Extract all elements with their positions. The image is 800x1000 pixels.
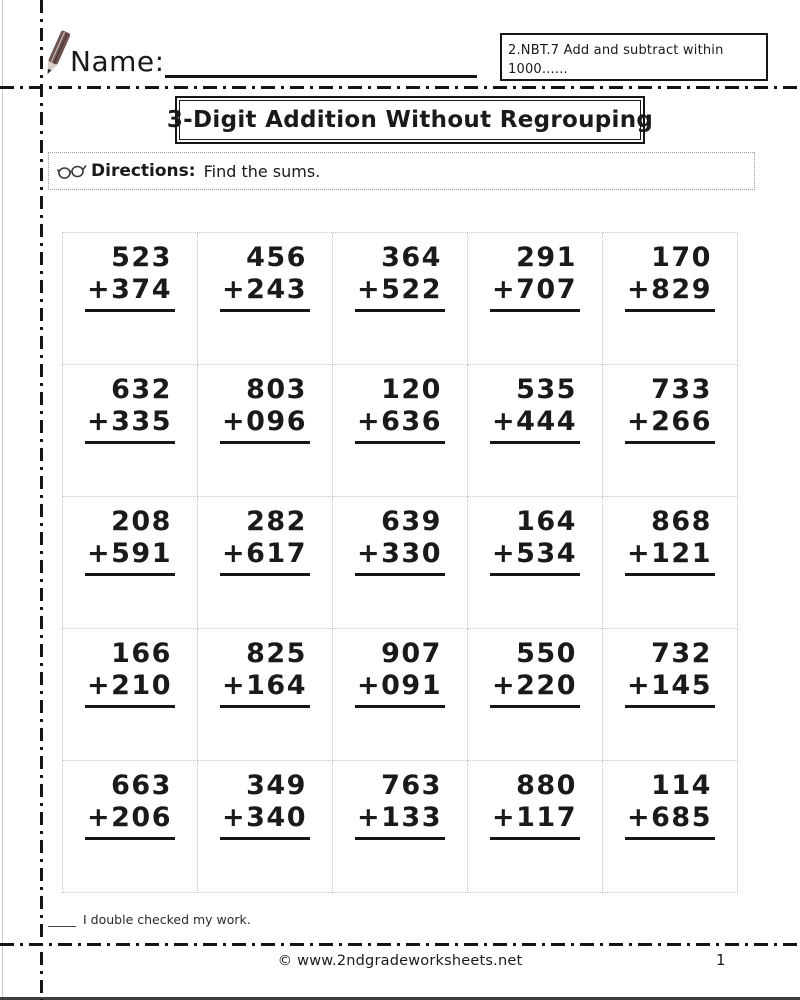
addend-top: 208 (111, 506, 172, 537)
addend-top: 732 (651, 638, 712, 669)
name-label: Name: (70, 45, 165, 78)
addend-bottom: +164 (220, 670, 310, 708)
addend-bottom: +117 (490, 802, 580, 840)
addend-top: 868 (651, 506, 712, 537)
addend-top: 763 (381, 770, 442, 801)
addend-top: 523 (111, 242, 172, 273)
addition-problem (603, 497, 738, 629)
addend-bottom: +444 (490, 406, 580, 444)
name-blank-line (165, 45, 477, 78)
check-text: I double checked my work. (83, 912, 251, 927)
left-dashdot-line (40, 0, 43, 1000)
addend-bottom: +206 (85, 802, 175, 840)
addend-top: 120 (381, 374, 442, 405)
directions-text: Find the sums. (203, 161, 321, 181)
directions-label: Directions: (91, 161, 196, 181)
addition-problem (198, 233, 333, 365)
addend-bottom: +534 (490, 538, 580, 576)
addend-top: 880 (516, 770, 577, 801)
addend-bottom: +617 (220, 538, 310, 576)
name-row (44, 28, 477, 78)
addition-problem (63, 497, 198, 629)
site-credit: © www.2ndgradeworksheets.net (277, 953, 523, 969)
page-title: 3-Digit Addition Without Regrouping (166, 107, 654, 133)
addend-bottom: +340 (220, 802, 310, 840)
addend-bottom: +522 (355, 274, 445, 312)
bottom-dashdot-line (0, 943, 800, 946)
addition-problem (63, 365, 198, 497)
addition-problem (468, 629, 603, 761)
addend-top: 170 (651, 242, 712, 273)
addend-top: 364 (381, 242, 442, 273)
check-blank-line (48, 914, 76, 927)
addition-problem (603, 365, 738, 497)
addend-top: 803 (246, 374, 307, 405)
addend-top: 535 (516, 374, 577, 405)
eyeglasses-icon (57, 162, 87, 180)
addend-top: 663 (111, 770, 172, 801)
addend-bottom: +220 (490, 670, 580, 708)
addition-problem (333, 629, 468, 761)
addend-bottom: +133 (355, 802, 445, 840)
addition-problem (333, 497, 468, 629)
addend-bottom: +121 (625, 538, 715, 576)
addend-top: 164 (516, 506, 577, 537)
addition-problem (198, 365, 333, 497)
addition-problem (63, 629, 198, 761)
problems-grid (62, 232, 738, 893)
addition-problem (63, 233, 198, 365)
addend-top: 349 (246, 770, 307, 801)
addend-top: 291 (516, 242, 577, 273)
addend-bottom: +210 (85, 670, 175, 708)
page-left-edge (2, 0, 3, 1000)
addition-problem (333, 761, 468, 893)
addend-top: 114 (651, 770, 712, 801)
addition-problem (198, 629, 333, 761)
addition-problem (468, 497, 603, 629)
page-number: 1 (716, 951, 726, 969)
addition-problem (603, 629, 738, 761)
addition-problem (603, 233, 738, 365)
addend-top: 733 (651, 374, 712, 405)
standard-box (500, 33, 768, 81)
addend-bottom: +145 (625, 670, 715, 708)
addend-bottom: +829 (625, 274, 715, 312)
addend-top: 907 (381, 638, 442, 669)
addition-problem (468, 365, 603, 497)
addend-top: 282 (246, 506, 307, 537)
addend-bottom: +591 (85, 538, 175, 576)
standard-text: 2.NBT.7 Add and subtract within 1000...... (508, 43, 724, 77)
pencil-icon (44, 28, 70, 78)
addend-top: 639 (381, 506, 442, 537)
addend-top: 550 (516, 638, 577, 669)
addition-problem (603, 761, 738, 893)
addend-bottom: +636 (355, 406, 445, 444)
addition-problem (63, 761, 198, 893)
directions-box (48, 152, 755, 190)
addend-bottom: +335 (85, 406, 175, 444)
addend-bottom: +266 (625, 406, 715, 444)
addend-top: 456 (246, 242, 307, 273)
addition-problem (333, 233, 468, 365)
addition-problem (198, 497, 333, 629)
addend-bottom: +374 (85, 274, 175, 312)
addition-problem (333, 365, 468, 497)
title-inner-border (166, 100, 654, 140)
double-check-row (48, 912, 251, 927)
addition-problem (468, 761, 603, 893)
addend-bottom: +330 (355, 538, 445, 576)
addend-top: 166 (111, 638, 172, 669)
addition-problem (198, 761, 333, 893)
addend-bottom: +707 (490, 274, 580, 312)
addend-top: 632 (111, 374, 172, 405)
addend-bottom: +685 (625, 802, 715, 840)
addition-problem (468, 233, 603, 365)
addend-bottom: +096 (220, 406, 310, 444)
title-box (166, 96, 654, 144)
addend-top: 825 (246, 638, 307, 669)
addend-bottom: +091 (355, 670, 445, 708)
top-dashdot-line (0, 86, 800, 89)
addend-bottom: +243 (220, 274, 310, 312)
